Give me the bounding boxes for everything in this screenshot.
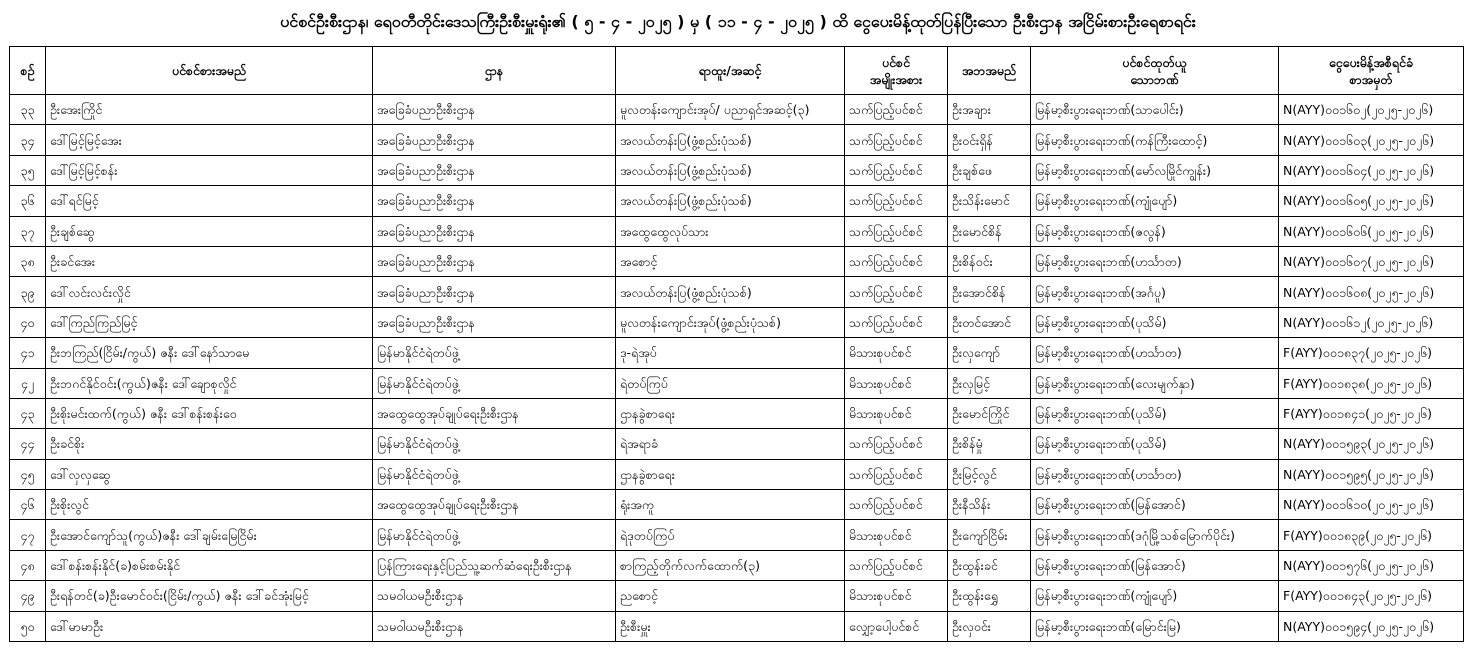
cell-position-rank: အလယ်တန်းပြ(ဖွံ့စည်းပုံသစ်) <box>616 277 845 307</box>
cell-pensioner-name: ဒေါ်လှလှဆွေ <box>46 459 373 489</box>
cell-department: အခြေခံပညာဦးစီးဌာန <box>373 155 616 185</box>
column-header-paying-bank <box>1031 47 1279 95</box>
cell-paying-bank: မြန်မာ့စီးပွားရေးဘဏ်(ဒဂုံမြို့သစ်မြောက်ပိုင်း) <box>1031 520 1279 550</box>
cell-pensioner-name: ဦးဘဂင်နိုင်ဝင်း(ကွယ်)ဇနီး ဒေါ်ချောစုလှိုင် <box>46 368 373 398</box>
cell-pension-type: လျှော့ပေါ့ပင်စင် <box>845 611 948 641</box>
cell-position-rank: ရုံးအကူ <box>616 490 845 520</box>
cell-payment-order-no: N(AYY)၀၀၁၆၀၂(၂၀၂၅-၂၀၂၆) <box>1279 95 1464 125</box>
cell-paying-bank: မြန်မာ့စီးပွားရေးဘဏ်(ဟင်္သာတ) <box>1031 246 1279 276</box>
cell-department: သမဝါယမဦးစီးဌာန <box>373 581 616 611</box>
column-header-payment-order-no <box>1279 47 1464 95</box>
cell-serial-no: ၄၀ <box>10 307 46 337</box>
cell-department: အခြေခံပညာဦးစီးဌာန <box>373 95 616 125</box>
cell-payment-order-no: F(AYY)၀၀၁၈၃၈(၂၀၂၅-၂၀၂၆) <box>1279 368 1464 398</box>
table-row <box>10 611 1464 641</box>
cell-position-rank: မူလတန်းကျောင်းအုပ်/ ပညာရှင်အဆင့်(၃) <box>616 95 845 125</box>
cell-position-rank: ဌာနခွဲစာရေး <box>616 398 845 428</box>
cell-position-rank: ညစောင့် <box>616 581 845 611</box>
cell-position-rank: ဒု-ရဲအုပ် <box>616 338 845 368</box>
cell-payment-order-no: N(AYY)၀၀၁၆၀၈(၂၀၂၅-၂၀၂၆) <box>1279 277 1464 307</box>
cell-payment-order-no: N(AYY)၀၀၁၆၀၄(၂၀၂၅-၂၀၂၆) <box>1279 155 1464 185</box>
table-body <box>10 95 1464 642</box>
cell-department: မြန်မာနိုင်ငံရဲတပ်ဖွဲ့ <box>373 429 616 459</box>
table-row <box>10 550 1464 580</box>
table-row <box>10 155 1464 185</box>
cell-paying-bank: မြန်မာ့စီးပွားရေးဘဏ်(ကန်ကြီးထောင့်) <box>1031 125 1279 155</box>
cell-father-name: ဦးမောင်ကြိုင် <box>948 398 1031 428</box>
cell-father-name: ဦးလှမြင့် <box>948 368 1031 398</box>
cell-payment-order-no: N(AYY)၀၀၁၅၉၄(၂၀၂၅-၂၀၂၆) <box>1279 611 1464 641</box>
cell-pensioner-name: ဒေါ်မာမာဦး <box>46 611 373 641</box>
cell-paying-bank: မြန်မာ့စီးပွားရေးဘဏ်(မြန်အောင်) <box>1031 490 1279 520</box>
cell-father-name: ဦးဝင်းရှိန် <box>948 125 1031 155</box>
cell-serial-no: ၄၆ <box>10 490 46 520</box>
cell-payment-order-no: F(AYY)၀၀၁၈၄၁(၂၀၂၅-၂၀၂၆) <box>1279 398 1464 428</box>
cell-paying-bank: မြန်မာ့စီးပွားရေးဘဏ်(အင်္ဂပူ) <box>1031 277 1279 307</box>
cell-pensioner-name: ဒေါ်လင်းလင်းလှိုင် <box>46 277 373 307</box>
cell-payment-order-no: F(AYY)၀၀၁၈၃၉(၂၀၂၅-၂၀၂၆) <box>1279 520 1464 550</box>
cell-paying-bank: မြန်မာ့စီးပွားရေးဘဏ်(မြောင်းမြ) <box>1031 611 1279 641</box>
table-row <box>10 581 1464 611</box>
cell-paying-bank: မြန်မာ့စီးပွားရေးဘဏ်(ဟင်္သာတ) <box>1031 338 1279 368</box>
cell-payment-order-no: N(AYY)၀၀၁၆၀၆(၂၀၂၅-၂၀၂၆) <box>1279 216 1464 246</box>
cell-pensioner-name: ဦးအောင်ကျော်သူ(ကွယ်)ဇနီး ဒေါ်ချမ်းမြေငြိမ်း <box>46 520 373 550</box>
cell-serial-no: ၃၉ <box>10 277 46 307</box>
cell-position-rank: ဦးစီးမှူး <box>616 611 845 641</box>
column-header-label-line2: စာအမှတ် <box>1349 71 1393 87</box>
cell-department: အခြေခံပညာဦးစီးဌာန <box>373 277 616 307</box>
table-row <box>10 216 1464 246</box>
cell-department: အခြေခံပညာဦးစီးဌာန <box>373 246 616 276</box>
cell-paying-bank: မြန်မာ့စီးပွားရေးဘဏ်(ဇလွန်) <box>1031 216 1279 246</box>
cell-pensioner-name: ဦးဘကြည်(ငြိမ်း/ကွယ်) ဇနီး ဒေါ်နော်သာမေ <box>46 338 373 368</box>
cell-department: မြန်မာနိုင်ငံရဲတပ်ဖွဲ့ <box>373 368 616 398</box>
column-header-serial-no <box>10 47 46 95</box>
cell-serial-no: ၄၈ <box>10 550 46 580</box>
cell-serial-no: ၃၆ <box>10 186 46 216</box>
cell-department: မြန်မာနိုင်ငံရဲတပ်ဖွဲ့ <box>373 338 616 368</box>
column-header-label: ပင်စင်စားအမည် <box>171 63 247 78</box>
cell-pension-type: သက်ပြည့်ပင်စင် <box>845 216 948 246</box>
cell-pensioner-name: ဦးခင်စိုး <box>46 429 373 459</box>
cell-father-name: ဦးစိန်ဝင်း <box>948 246 1031 276</box>
cell-pension-type: သက်ပြည့်ပင်စင် <box>845 550 948 580</box>
cell-father-name: ဦးထွန်းရွှေ <box>948 581 1031 611</box>
cell-department: အခြေခံပညာဦးစီးဌာန <box>373 307 616 337</box>
cell-pension-type: မိသားစုပင်စင် <box>845 368 948 398</box>
cell-position-rank: အလယ်တန်းပြ(ဖွံ့စည်းပုံသစ်) <box>616 155 845 185</box>
table-row <box>10 398 1464 428</box>
cell-position-rank: စာကြည့်တိုက်လက်ထောက်(၃) <box>616 550 845 580</box>
cell-serial-no: ၃၅ <box>10 155 46 185</box>
cell-paying-bank: မြန်မာ့စီးပွားရေးဘဏ်(ကျုံပျော်) <box>1031 581 1279 611</box>
cell-position-rank: အထွေထွေလုပ်သား <box>616 216 845 246</box>
cell-pension-type: သက်ပြည့်ပင်စင် <box>845 95 948 125</box>
table-row <box>10 186 1464 216</box>
pensioner-table <box>9 46 1464 642</box>
cell-payment-order-no: N(AYY)၀၀၁၆၀၅(၂၀၂၅-၂၀၂၆) <box>1279 186 1464 216</box>
cell-serial-no: ၄၇ <box>10 520 46 550</box>
cell-pension-type: မိသားစုပင်စင် <box>845 338 948 368</box>
cell-position-rank: ရဲတပ်ကြပ် <box>616 368 845 398</box>
cell-pension-type: မိသားစုပင်စင် <box>845 520 948 550</box>
cell-department: မြန်မာနိုင်ငံရဲတပ်ဖွဲ့ <box>373 520 616 550</box>
cell-pensioner-name: ဦးချစ်ဆွေ <box>46 216 373 246</box>
cell-position-rank: ဌာနခွဲစာရေး <box>616 459 845 489</box>
cell-department: အခြေခံပညာဦးစီးဌာန <box>373 186 616 216</box>
column-header-label: အဘအမည် <box>961 63 1017 78</box>
cell-serial-no: ၃၈ <box>10 246 46 276</box>
cell-paying-bank: မြန်မာ့စီးပွားရေးဘဏ်(ပုသိမ်) <box>1031 398 1279 428</box>
cell-pensioner-name: ဒေါ်ကြည်ကြည်မြင့် <box>46 307 373 337</box>
table-row <box>10 338 1464 368</box>
cell-pension-type: သက်ပြည့်ပင်စင် <box>845 490 948 520</box>
cell-paying-bank: မြန်မာ့စီးပွားရေးဘဏ်(ကျုံပျော်) <box>1031 186 1279 216</box>
column-header-label-line2: အမျိုးအစား <box>869 71 923 87</box>
cell-father-name: ဦးအချား <box>948 95 1031 125</box>
column-header-label: ဌာန <box>484 63 504 78</box>
cell-serial-no: ၄၁ <box>10 338 46 368</box>
cell-department: မြန်မာနိုင်ငံရဲတပ်ဖွဲ့ <box>373 459 616 489</box>
cell-serial-no: ၃၄ <box>10 125 46 155</box>
cell-pensioner-name: ဦးစိုးမင်းထက်(ကွယ်) ဇနီး ဒေါ်စန်းစန်းဝေ <box>46 398 373 428</box>
column-header-pension-type <box>845 47 948 95</box>
header-row <box>10 47 1464 95</box>
cell-payment-order-no: N(AYY)၀၀၁၆၀၃(၂၀၂၅-၂၀၂၆) <box>1279 125 1464 155</box>
cell-father-name: ဦးလှဝင်း <box>948 611 1031 641</box>
cell-paying-bank: မြန်မာ့စီးပွားရေးဘဏ်(မော်လမြိုင်ကျွန်း) <box>1031 155 1279 185</box>
cell-payment-order-no: N(AYY)၀၀၁၅၉၅(၂၀၂၅-၂၀၂၆) <box>1279 459 1464 489</box>
cell-pension-type: သက်ပြည့်ပင်စင် <box>845 459 948 489</box>
cell-pension-type: မိသားစုပင်စင် <box>845 398 948 428</box>
cell-position-rank: ရဲအရာခံ <box>616 429 845 459</box>
column-header-label: ပင်စင် <box>881 54 911 70</box>
cell-father-name: ဦးနီသိန်း <box>948 490 1031 520</box>
column-header-pensioner-name <box>46 47 373 95</box>
cell-father-name: ဦးတင်အောင် <box>948 307 1031 337</box>
cell-position-rank: အလယ်တန်းပြ(ဖွံ့စည်းပုံသစ်) <box>616 125 845 155</box>
cell-position-rank: ရဲဒုတပ်ကြပ် <box>616 520 845 550</box>
cell-pension-type: သက်ပြည့်ပင်စင် <box>845 246 948 276</box>
cell-pension-type: သက်ပြည့်ပင်စင် <box>845 125 948 155</box>
cell-father-name: ဦးလှကျော် <box>948 338 1031 368</box>
table-row <box>10 95 1464 125</box>
cell-father-name: ဦးမြင့်လွင် <box>948 459 1031 489</box>
cell-father-name: ဦးချစ်ဖေ <box>948 155 1031 185</box>
cell-payment-order-no: N(AYY)၀၀၁၅၉၃(၂၀၂၅-၂၀၂၆) <box>1279 429 1464 459</box>
cell-department: သမဝါယမဦးစီးဌာန <box>373 611 616 641</box>
cell-position-rank: အလယ်တန်းပြ(ဖွံ့စည်းပုံသစ်) <box>616 186 845 216</box>
cell-serial-no: ၄၂ <box>10 368 46 398</box>
cell-pensioner-name: ဦးစိုးလွင် <box>46 490 373 520</box>
cell-serial-no: ၃၇ <box>10 216 46 246</box>
table-row <box>10 368 1464 398</box>
cell-pensioner-name: ဦးအေးကြိုင် <box>46 95 373 125</box>
cell-payment-order-no: F(AYY)၀၀၁၈၃၇(၂၀၂၅-၂၀၂၆) <box>1279 338 1464 368</box>
cell-pensioner-name: ဒေါ်မြင့်မြင့်အေး <box>46 125 373 155</box>
cell-department: အထွေထွေအုပ်ချုပ်ရေးဦးစီးဌာန <box>373 490 616 520</box>
cell-pension-type: သက်ပြည့်ပင်စင် <box>845 429 948 459</box>
cell-pensioner-name: ဒေါ်မြင့်မြင့်စန်း <box>46 155 373 185</box>
cell-serial-no: ၄၉ <box>10 581 46 611</box>
table-row <box>10 307 1464 337</box>
column-header-label: ရာထူး/အဆင့် <box>698 63 762 78</box>
cell-pensioner-name: ဦးခင်အေး <box>46 246 373 276</box>
cell-pensioner-name: ဦးရန်တင်(ခ)ဦးမောင်ဝင်း(ငြိမ်း/ကွယ်) ဇနီး ဒေါ်ခင်အုံးမြင့် <box>46 581 373 611</box>
cell-pensioner-name: ဒေါ်စန်းစန်းနိုင်(ခ)စမ်းစမ်းနိုင် <box>46 550 373 580</box>
cell-serial-no: ၄၅ <box>10 459 46 489</box>
table-row <box>10 490 1464 520</box>
cell-father-name: ဦးကျော်ငြိမ်း <box>948 520 1031 550</box>
cell-pension-type: မိသားစုပင်စင် <box>845 581 948 611</box>
cell-pension-type: သက်ပြည့်ပင်စင် <box>845 186 948 216</box>
cell-pension-type: သက်ပြည့်ပင်စင် <box>845 155 948 185</box>
cell-serial-no: ၄၃ <box>10 398 46 428</box>
cell-serial-no: ၄၄ <box>10 429 46 459</box>
table-row <box>10 429 1464 459</box>
cell-pension-type: သက်ပြည့်ပင်စင် <box>845 307 948 337</box>
table-row <box>10 277 1464 307</box>
cell-position-rank: အစောင့် <box>616 246 845 276</box>
column-header-label: ငွေပေးမိန့်အစီရင်ခံ <box>1328 54 1414 70</box>
cell-payment-order-no: F(AYY)၀၀၁၈၄၃(၂၀၂၅-၂၀၂၆) <box>1279 581 1464 611</box>
cell-payment-order-no: N(AYY)၀၀၁၆၀၇(၂၀၂၅-၂၀၂၆) <box>1279 246 1464 276</box>
cell-department: အထွေထွေအုပ်ချုပ်ရေးဦးစီးဌာန <box>373 398 616 428</box>
cell-father-name: ဦးထွန်းခင် <box>948 550 1031 580</box>
cell-payment-order-no: N(AYY)၀၀၁၆၁၂(၂၀၂၅-၂၀၂၆) <box>1279 307 1464 337</box>
cell-paying-bank: မြန်မာ့စီးပွားရေးဘဏ်(ဟင်္သာတ) <box>1031 459 1279 489</box>
column-header-father-name <box>948 47 1031 95</box>
column-header-position-rank <box>616 47 845 95</box>
cell-serial-no: ၅၀ <box>10 611 46 641</box>
column-header-department <box>373 47 616 95</box>
cell-department: ပြန်ကြားရေးနှင့်ပြည်သူ့ဆက်ဆံရေးဦးစီးဌာန <box>373 550 616 580</box>
cell-paying-bank: မြန်မာ့စီးပွားရေးဘဏ်(ပုသိမ်) <box>1031 307 1279 337</box>
cell-paying-bank: မြန်မာ့စီးပွားရေးဘဏ်(ပုသိမ်) <box>1031 429 1279 459</box>
table-row <box>10 520 1464 550</box>
cell-pension-type: သက်ပြည့်ပင်စင် <box>845 277 948 307</box>
cell-department: အခြေခံပညာဦးစီးဌာန <box>373 216 616 246</box>
cell-father-name: ဦးစိန်မှုံ <box>948 429 1031 459</box>
cell-serial-no: ၃၃ <box>10 95 46 125</box>
cell-father-name: ဦးအောင်စိန် <box>948 277 1031 307</box>
cell-pensioner-name: ဒေါ်ရင်မြင့် <box>46 186 373 216</box>
cell-father-name: ဦးမောင်စိန် <box>948 216 1031 246</box>
document-title: ပင်စင်ဦးစီးဌာန၊ ရေဝတီတိုင်းဒေသကြီးဦးစီးမှူးရုံး၏ ( ၅ - ၄ - ၂၀၂၅ ) မှ ( ၁၁ - ၄ - ၂၀၂၅ ) ထိ ငွေပေးမိန့်ထုတ်ပြန်ပြီးသော ဦးစီးဌာန အငြိမ်းစားဦးရေစာရင်း <box>280 12 1196 31</box>
cell-paying-bank: မြန်မာ့စီးပွားရေးဘဏ်(သာပေါင်း) <box>1031 95 1279 125</box>
table-row <box>10 125 1464 155</box>
cell-payment-order-no: N(AYY)၀၀၁၆၁၀(၂၀၂၅-၂၀၂၆) <box>1279 490 1464 520</box>
cell-position-rank: မူလတန်းကျောင်းအုပ်(ဖွံ့စည်းပုံသစ်) <box>616 307 845 337</box>
cell-paying-bank: မြန်မာ့စီးပွားရေးဘဏ်(မြန်အောင်) <box>1031 550 1279 580</box>
table-row <box>10 459 1464 489</box>
cell-department: အခြေခံပညာဦးစီးဌာန <box>373 125 616 155</box>
column-header-label-line2: သောဘဏ် <box>1130 71 1179 87</box>
cell-father-name: ဦးသိန်းမောင် <box>948 186 1031 216</box>
cell-payment-order-no: N(AYY)၀၀၁၅၇၆(၂၀၂၅-၂၀၂၆) <box>1279 550 1464 580</box>
cell-paying-bank: မြန်မာ့စီးပွားရေးဘဏ်(လေးမျက်နှာ) <box>1031 368 1279 398</box>
column-header-label: ပင်စင်ထုတ်ယူ <box>1122 54 1187 70</box>
table-row <box>10 246 1464 276</box>
column-header-label: စဥ် <box>20 63 35 78</box>
